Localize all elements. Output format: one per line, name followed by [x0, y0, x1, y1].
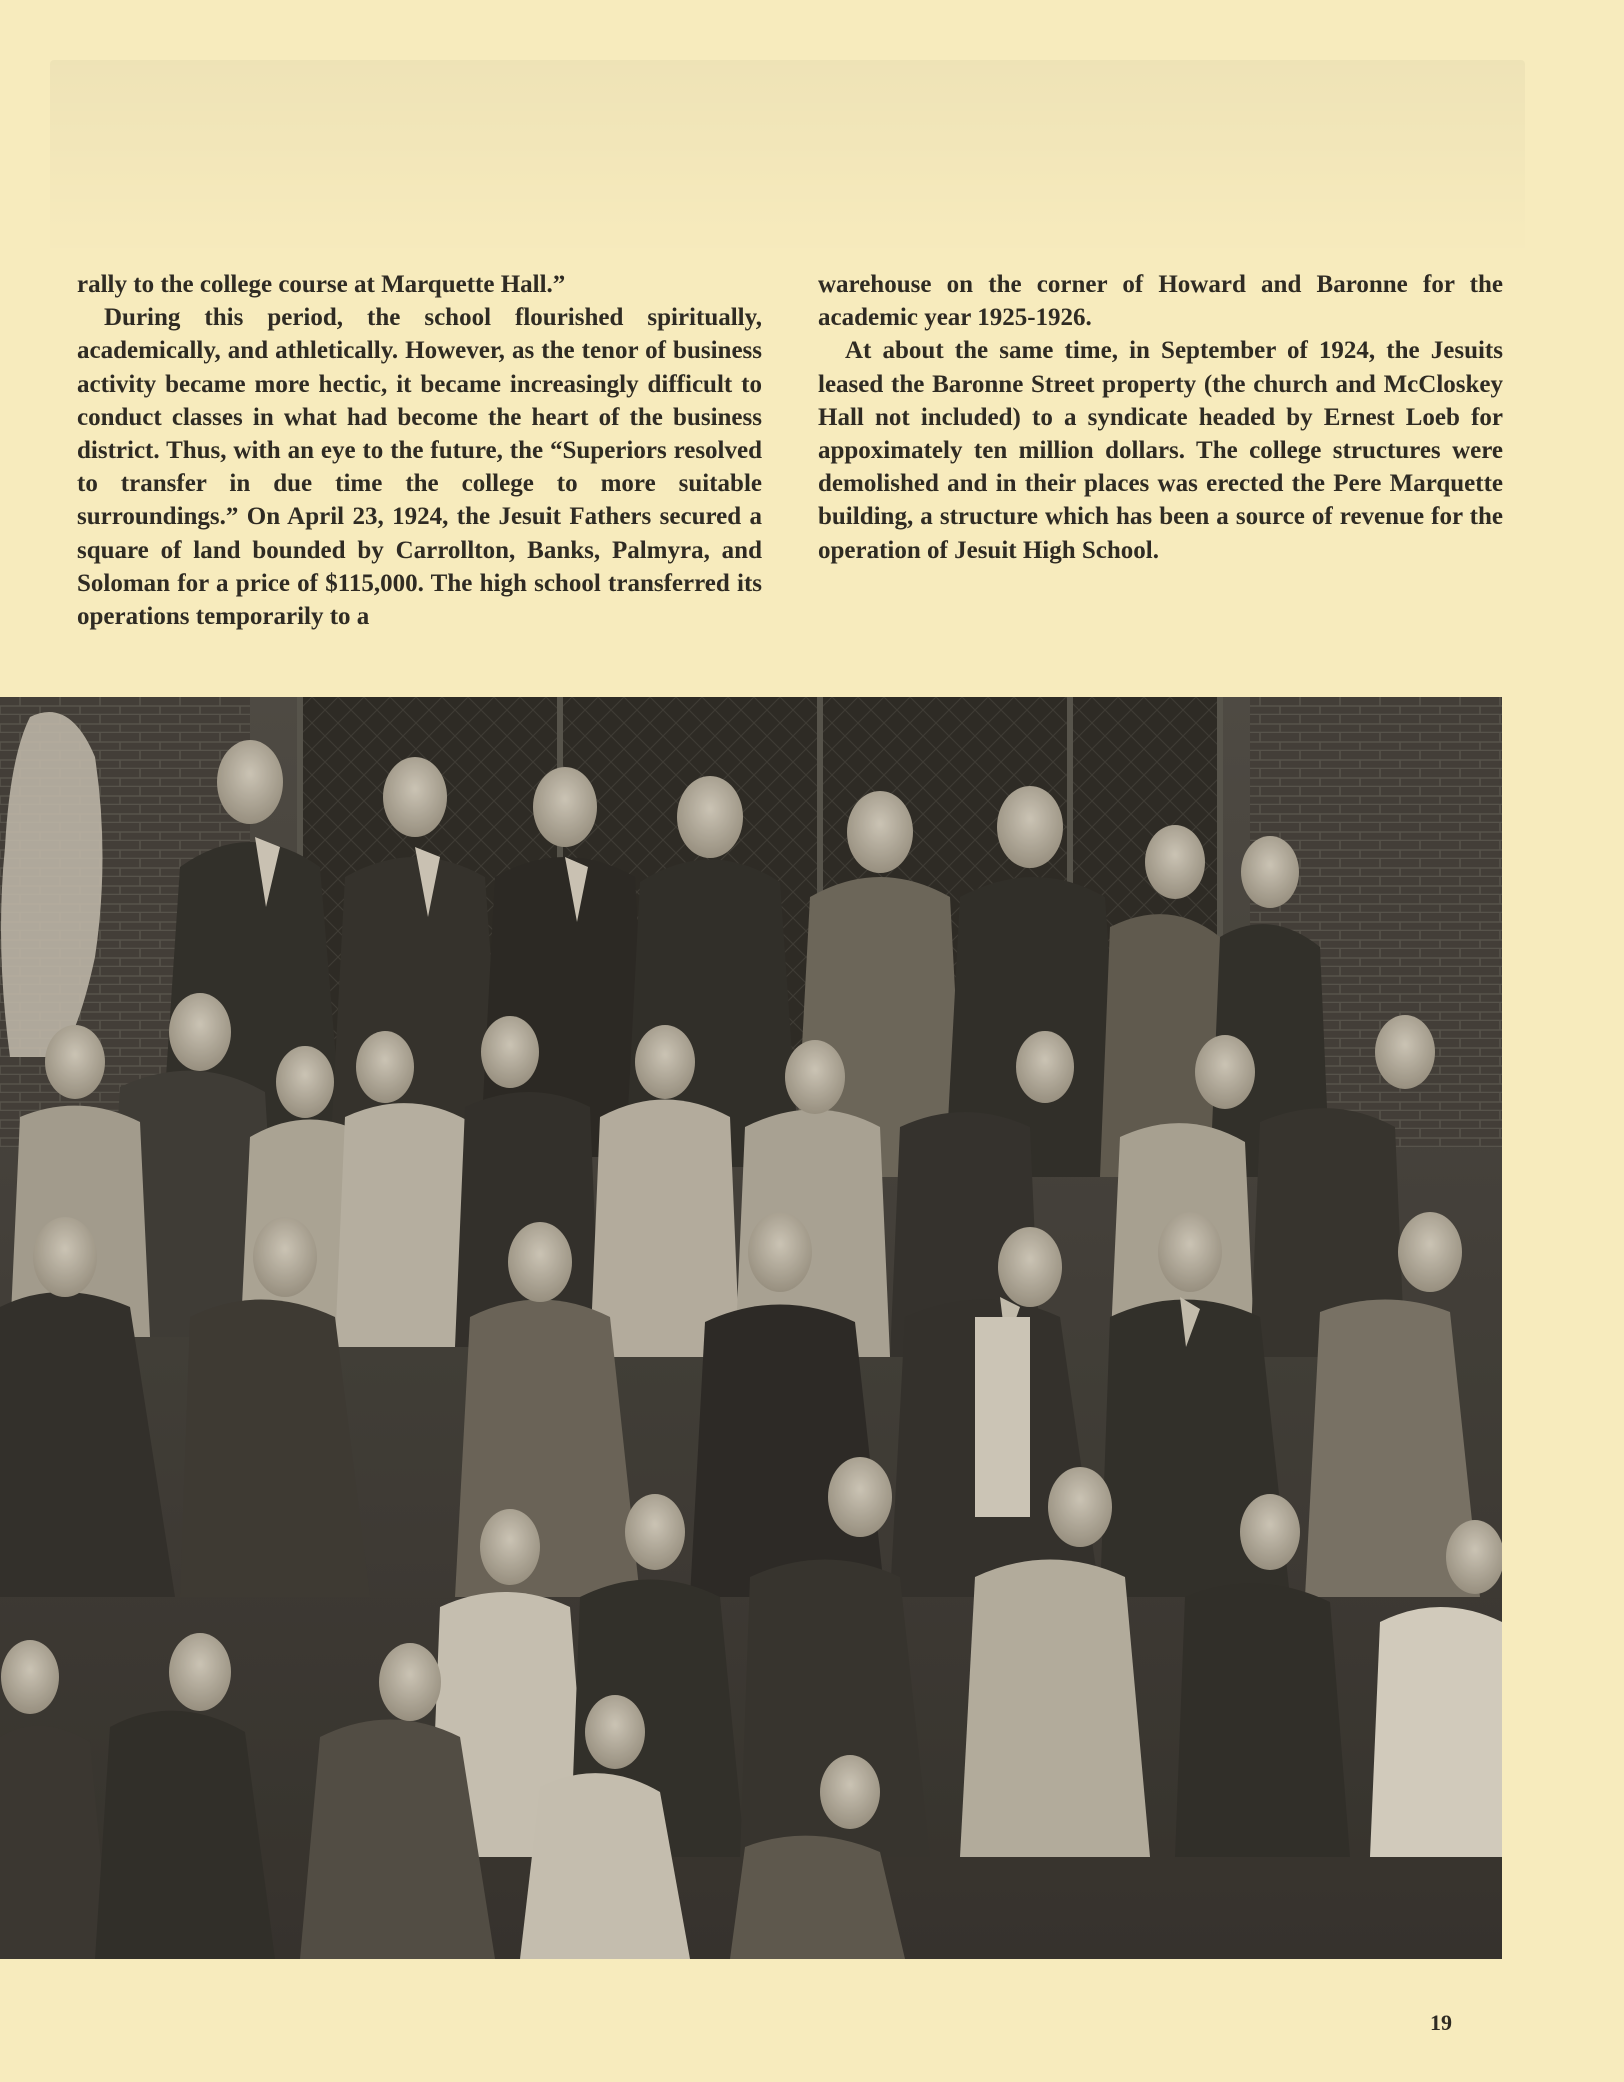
page-top-shading [50, 60, 1525, 260]
right-paragraph: At about the same time, in September of 1924, the Jesuits leased the Baronne Street property (the church and McCloskey Hall not included) to a syndicate headed by Ernest Loeb for appoximately ten million dollars. The college structures were demolished and in their places was erected the Pere Marquette building, a structure which has been a source of revenue for the operation of Jesuit High School. [818, 337, 1503, 564]
left-paragraph-continued: rally to the college course at Marquette Hall.” [77, 271, 566, 298]
page-number: 19 [1430, 2010, 1452, 2035]
class-group-photograph [0, 697, 1502, 1959]
left-text-column [77, 268, 762, 633]
right-paragraph-continued: warehouse on the corner of Howard and Baronne for the academic year 1925-1926. [818, 271, 1503, 332]
left-paragraph: During this period, the school flourished spiritually, academically, and athletically. However, as the tenor of business activity became more hectic, it became increasingly difficult to conduct classes in what had become the heart of the business district. Thus, with an eye to the future, the “Superiors resolved to transfer in due time the college to more suitable surroundings.” On April 23, 1924, the Jesuit Fathers secured a square of land bounded by Carrollton, Banks, Palmyra, and Soloman for a price of $115,000. The high school transferred its operations temporarily to a [77, 304, 762, 631]
right-text-column [818, 268, 1503, 567]
photograph-illustration [0, 697, 1502, 1959]
